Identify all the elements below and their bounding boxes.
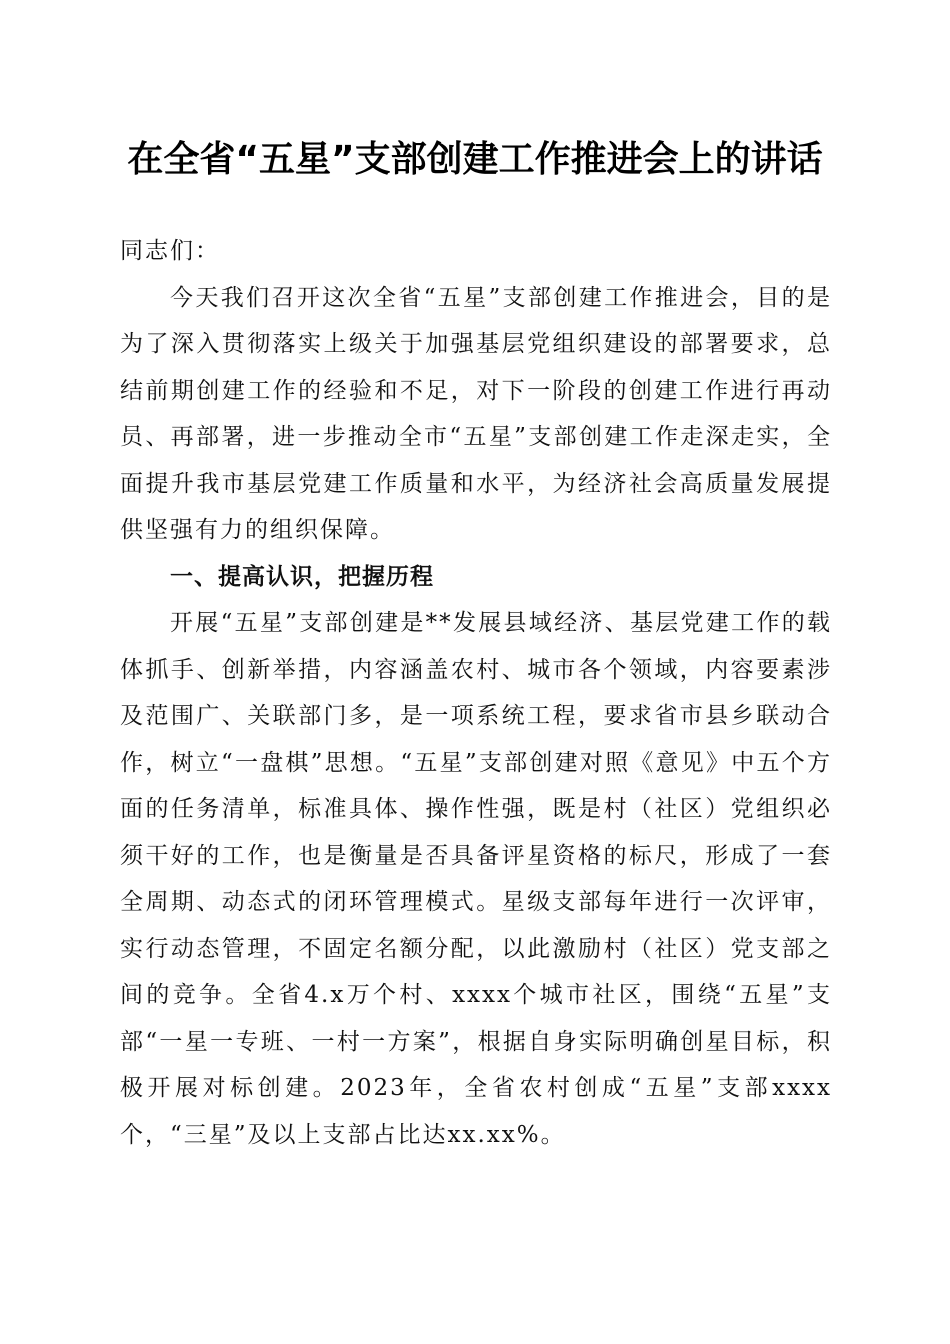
section-heading: 一、提高认识，把握历程 bbox=[170, 563, 434, 590]
intro-paragraph: 今天我们召开这次全省“五星”支部创建工作推进会，目的是为了深入贯彻落实上级关于加强基层党组织建设的部署要求，总结前期创建工作的经验和不足，对下一阶段的创建工作进行再动员、再部署，进一步推动全市“五星”支部创建工作走深走实，全面提升我市基层党建工作质量和水平，为经济社会高质量发展提供坚强有力的组织保障。 bbox=[120, 284, 832, 543]
section-paragraph: 开展“五星”支部创建是**发展县域经济、基层党建工作的载体抓手、创新举措，内容涵盖农村、城市各个领域，内容要素涉及范围广、关联部门多，是一项系统工程，要求省市县乡联动合作，树立“一盘棋”思想。“五星”支部创建对照《意见》中五个方面的任务清单，标准具体、操作性强，既是村（社区）党组织必须干好的工作，也是衡量是否具备评星资格的标尺，形成了一套全周期、动态式的闭环管理模式。星级支部每年进行一次评审，实行动态管理，不固定名额分配，以此激励村（社区）党支部之间的竞争。全省4.x万个村、xxxx个城市社区，围绕“五星”支部“一星一专班、一村一方案”，根据自身实际明确创星目标，积极开展对标创建。2023年，全省农村创成“五星”支部xxxx个，“三星”及以上支部占比达xx.xx%。 bbox=[120, 610, 832, 1148]
salutation: 同志们： bbox=[120, 238, 220, 264]
document-body bbox=[120, 228, 832, 1158]
document-title: 在全省“五星”支部创建工作推进会上的讲话 bbox=[127, 139, 823, 180]
